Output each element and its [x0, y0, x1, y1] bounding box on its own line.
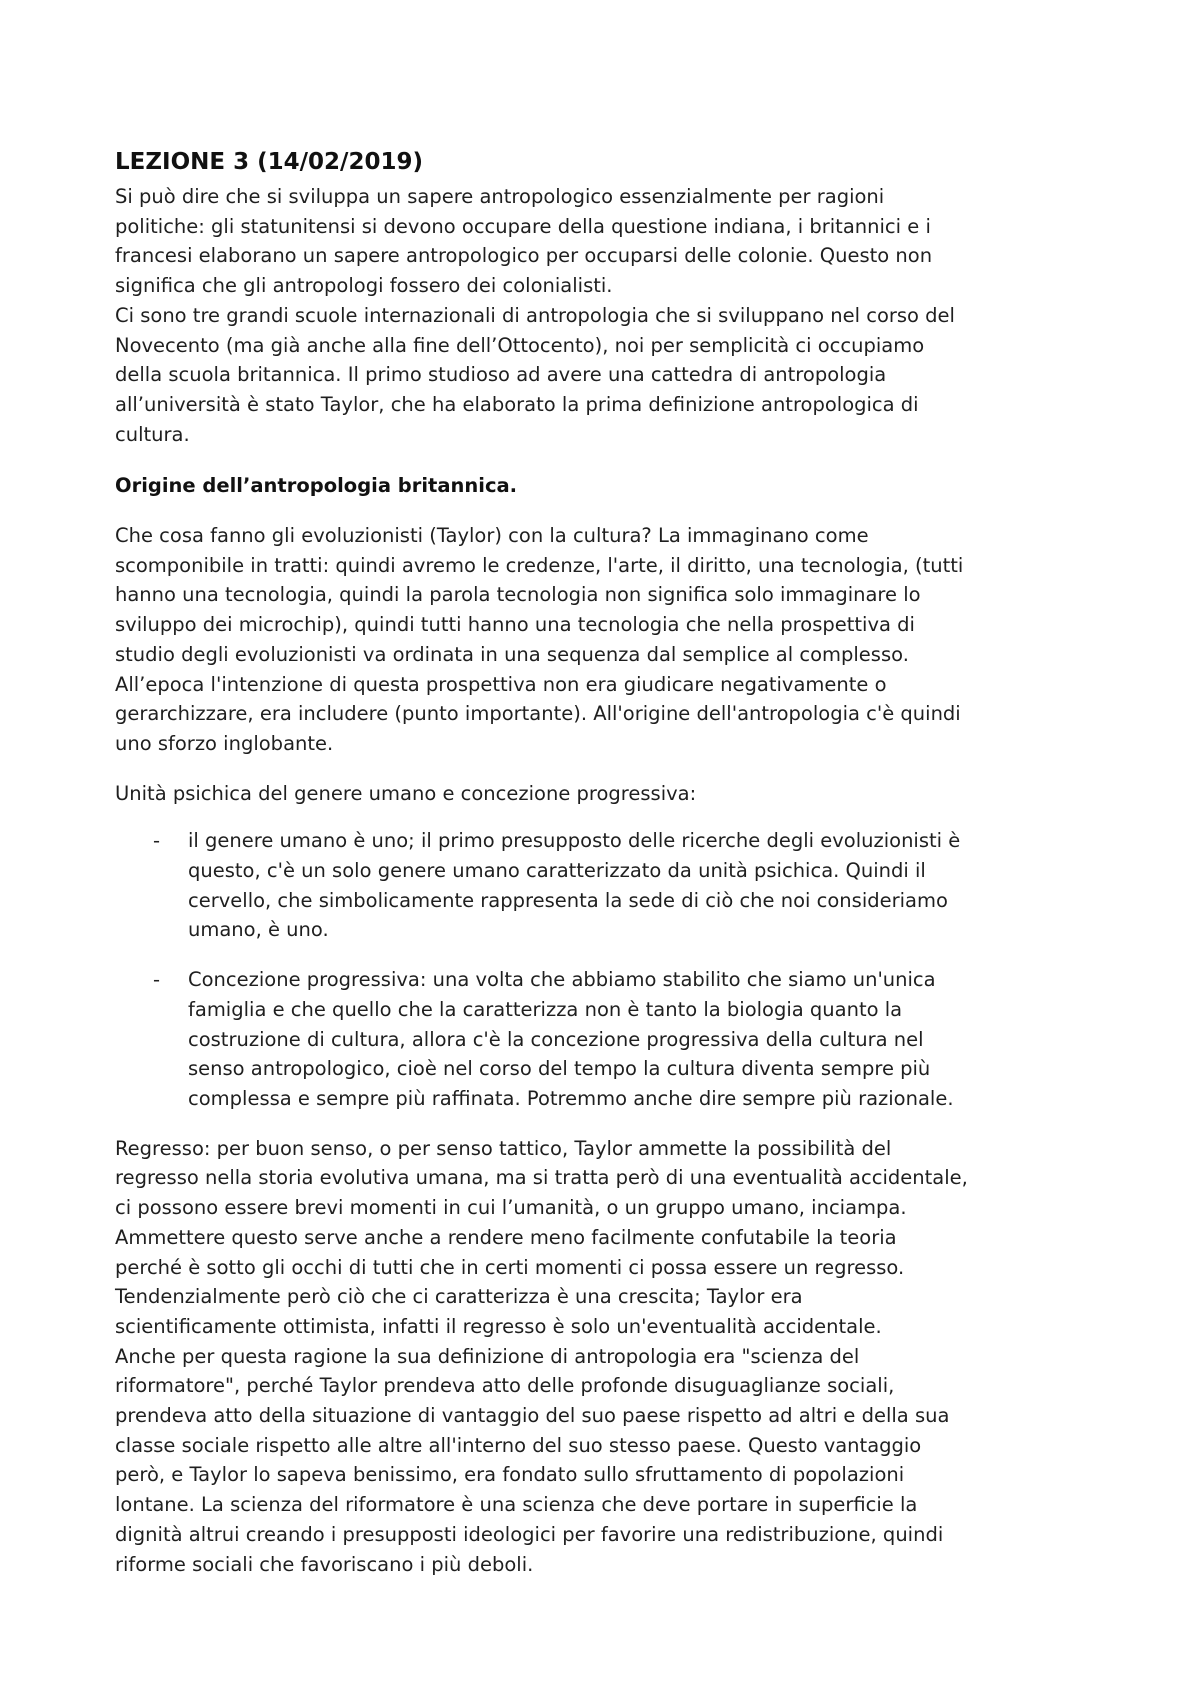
lesson-title: LEZIONE 3 (14/02/2019): [115, 149, 423, 175]
list-item: [115, 965, 1100, 1114]
section-heading: Origine dell’antropologia britannica.: [115, 474, 518, 498]
bullet-list: [115, 826, 1100, 1113]
intro-paragraph: Si può dire che si sviluppa un sapere antropologico essenzialmente per ragioni politiche: gli statunitensi si devono occupare della questione indiana, i britannici e i francesi elaborano un sapere antropologico per occuparsi delle colonie. Questo non significa che gli antropologi fossero dei colonialisti. Ci sono tre grandi scuole internazionali di antropologia che si sviluppano nel corso del Novecento (ma già anche alla fine dell’Ottocento), noi per semplicità ci occupiamo della scuola britannica. Il primo studioso ad avere una cattedra di antropologia all’università è stato Taylor, che ha elaborato la prima definizione antropologica di cultura.: [115, 185, 955, 446]
bullet-dash: -: [153, 968, 161, 992]
list-item-text: Concezione progressiva: una volta che abbiamo stabilito che siamo un'unica famiglia e che quello che la caratterizza non è tanto la biologia quanto la costruzione di cultura, allora c'è la concezione progressiva della cultura nel senso antropologico, cioè nel corso del tempo la cultura diventa sempre più complessa e sempre più raffinata. Potremmo anche dire sempre più razionale.: [188, 968, 954, 1110]
evolution-paragraph: Che cosa fanno gli evoluzionisti (Taylor) con la cultura? La immaginano come scomponibile in tratti: quindi avremo le credenze, l'arte, il diritto, una tecnologia, (tutti hanno una tecnologia, quindi la parola tecnologia non significa solo immaginare lo sviluppo dei microchip), quindi tutti hanno una tecnologia che nella prospettiva di studio degli evoluzionisti va ordinata in una sequenza dal semplice al complesso. All’epoca l'intenzione di questa prospettiva non era giudicare negativamente o gerarchizzare, era includere (punto importante). All'origine dell'antropologia c'è quindi uno sforzo inglobante.: [115, 524, 964, 755]
list-item: [115, 826, 1100, 945]
bullet-dash: -: [153, 829, 161, 853]
regress-paragraph: Regresso: per buon senso, o per senso tattico, Taylor ammette la possibilità del regresso nella storia evolutiva umana, ma si tratta però di una eventualità accidentale, ci possono essere brevi momenti in cui l’umanità, o un gruppo umano, inciampa. Ammettere questo serve anche a rendere meno facilmente confutabile la teoria perché è sotto gli occhi di tutti che in certi momenti ci possa essere un regresso. Tendenzialmente però ciò che ci caratterizza è una crescita; Taylor era scientificamente ottimista, infatti il regresso è solo un'eventualità accidentale. Anche per questa ragione la sua definizione di antropologia era "scienza del riformatore", perché Taylor prendeva atto delle profonde disuguaglianze sociali, prendeva atto della situazione di vantaggio del suo paese rispetto ad altri e della sua classe sociale rispetto alle altre all'interno del suo stesso paese. Questo vantaggio però, e Taylor lo sapeva benissimo, era fondato sullo sfruttamento di popolazioni lontane. La scienza del riformatore è una scienza che deve portare in superficie la dignità altrui creando i presupposti ideologici per favorire una redistribuzione, quindi riforme sociali che favoriscano i più deboli.: [115, 1136, 968, 1576]
list-item-text: il genere umano è uno; il primo presupposto delle ricerche degli evoluzionisti è questo, c'è un solo genere umano caratterizzato da unità psichica. Quindi il cervello, che simbolicamente rappresenta la sede di ciò che noi consideriamo umano, è uno.: [188, 829, 961, 942]
list-intro: Unità psichica del genere umano e concezione progressiva:: [115, 781, 697, 805]
